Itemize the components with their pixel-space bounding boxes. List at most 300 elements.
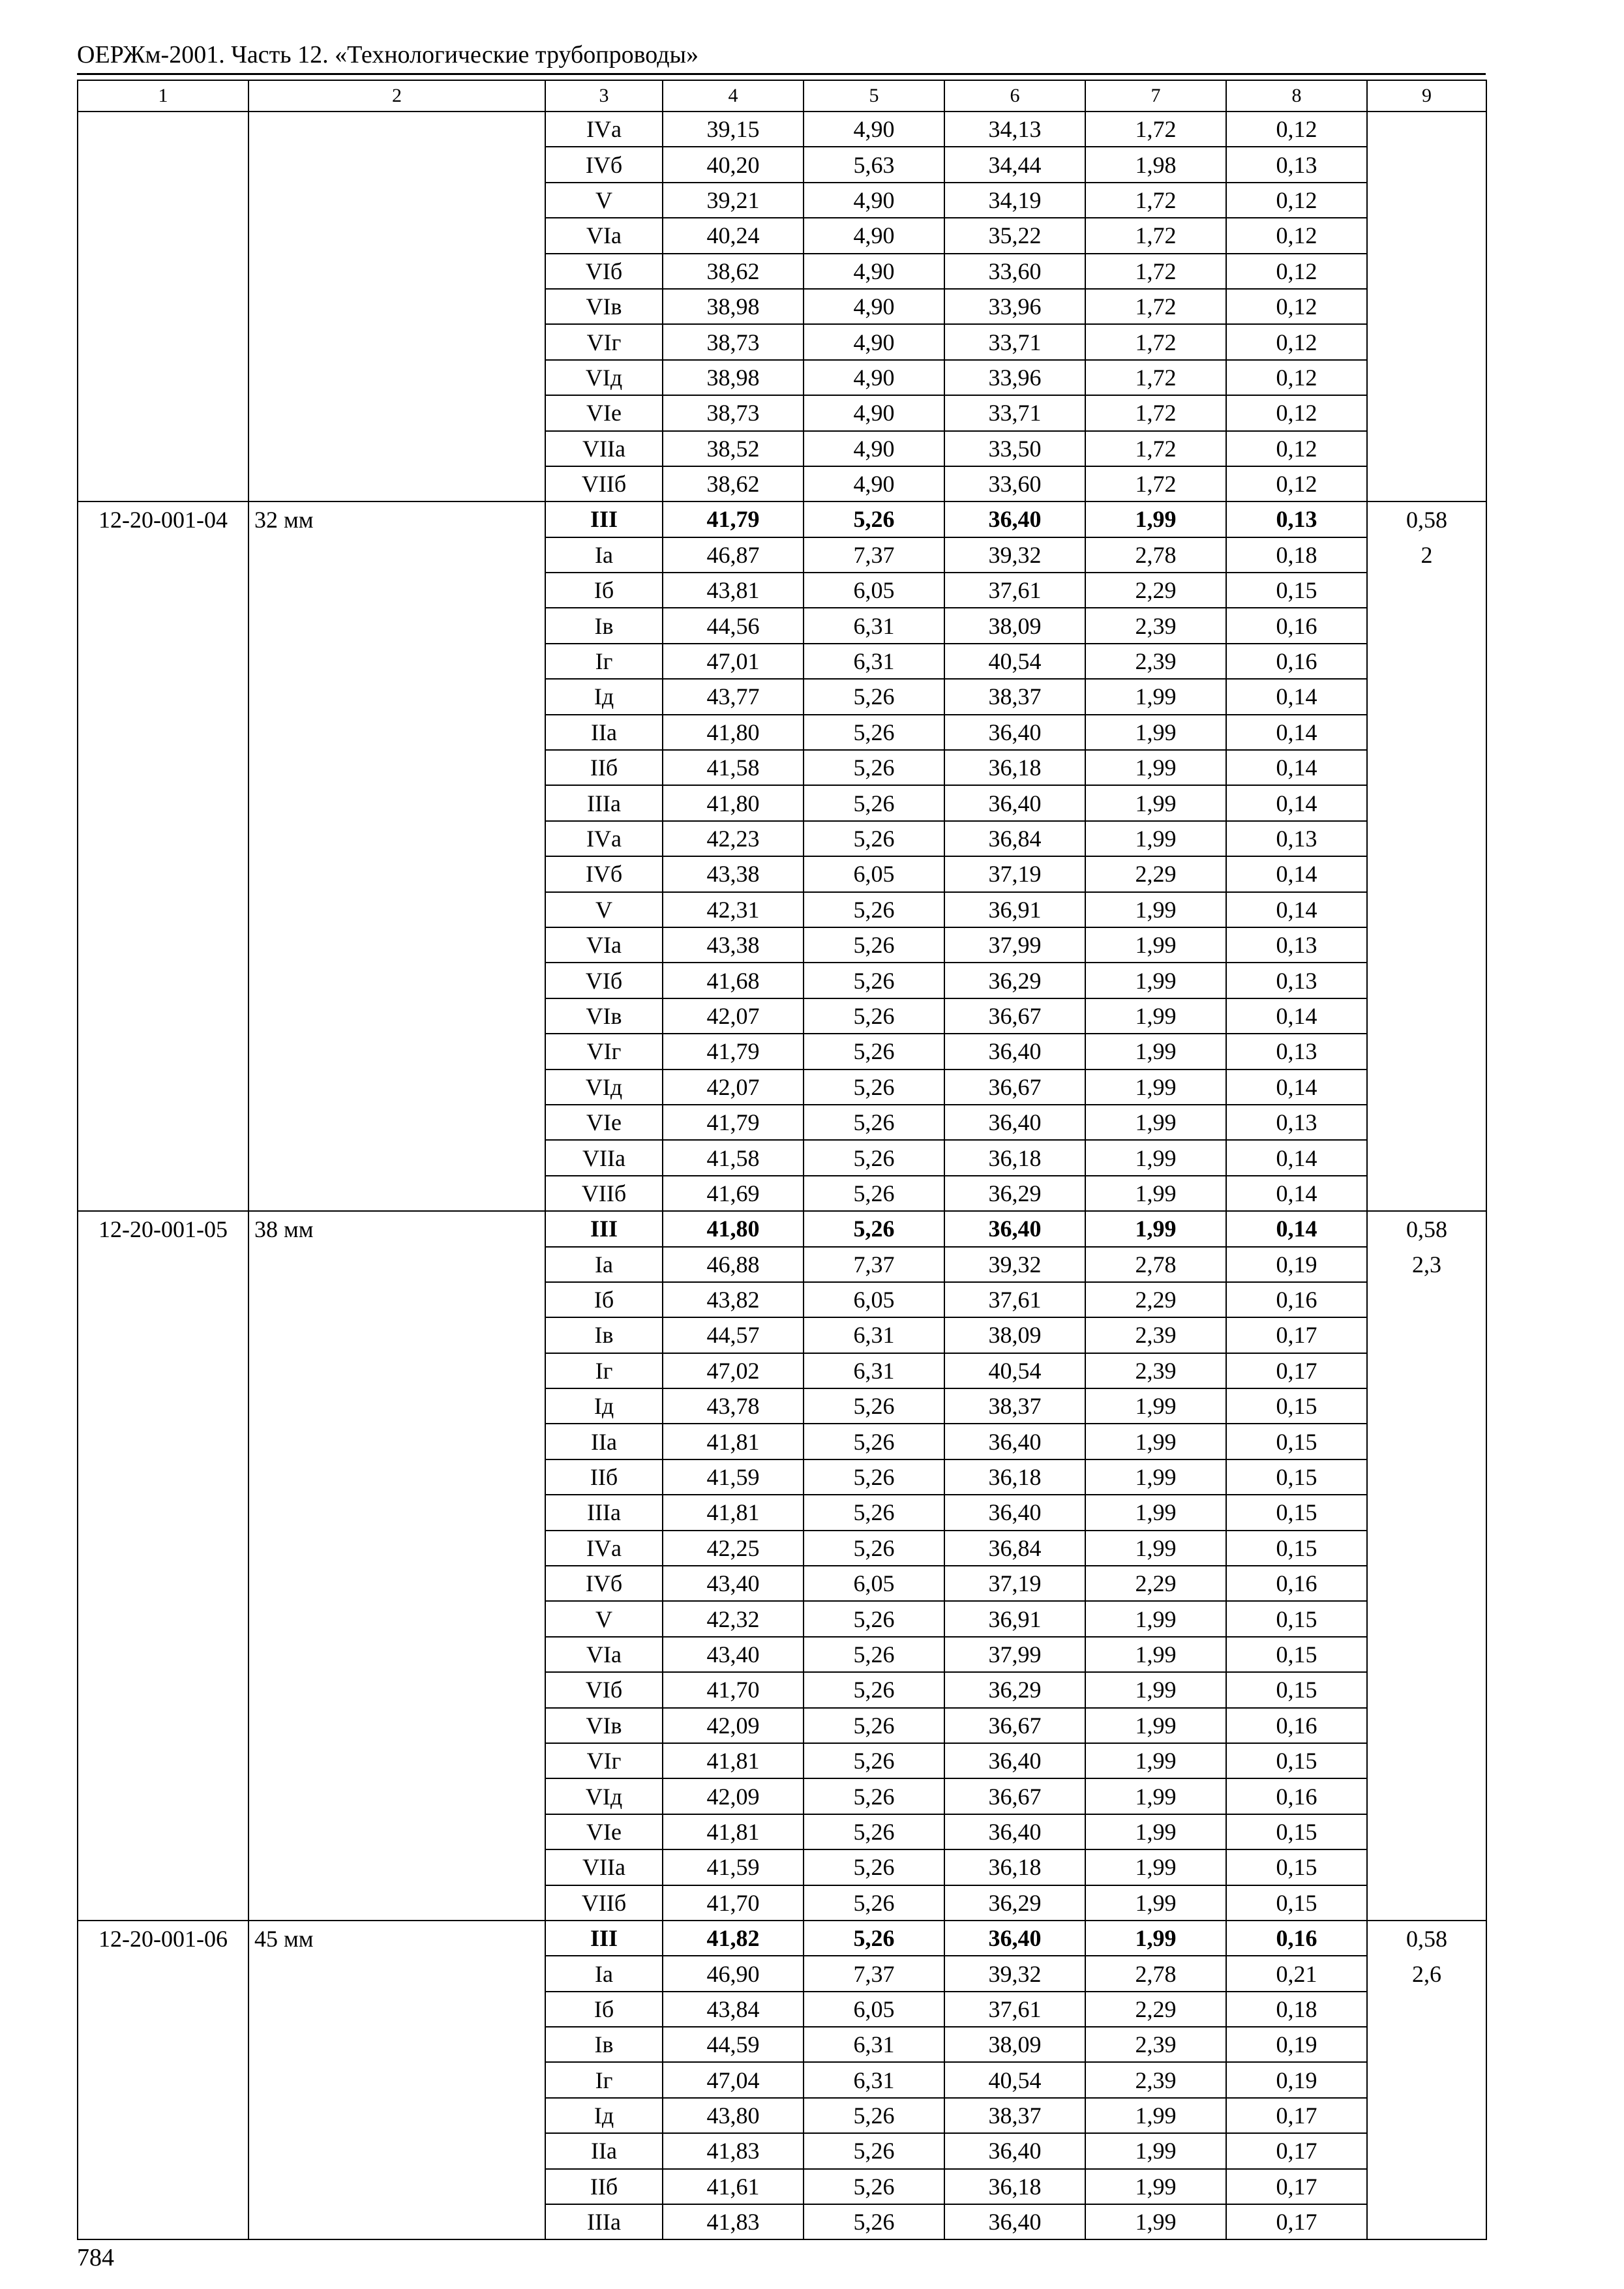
value-col-4: 42,23 (663, 821, 804, 856)
zone-cell: VIа (545, 218, 663, 253)
value-col-8: 0,13 (1226, 1034, 1367, 1069)
table-row (78, 1637, 1486, 1672)
zone-cell: VIд (545, 1070, 663, 1105)
value-col-4: 47,01 (663, 644, 804, 679)
value-col-4: 43,78 (663, 1388, 804, 1424)
code-cell (78, 537, 248, 573)
value-col-5: 5,26 (804, 1601, 944, 1636)
code-cell (78, 1849, 248, 1885)
value-col-4: 42,32 (663, 1601, 804, 1636)
value-col-6: 37,99 (944, 1637, 1085, 1672)
value-col-7: 2,29 (1085, 573, 1226, 608)
diameter-cell (248, 1814, 545, 1849)
value-col-7: 1,99 (1085, 963, 1226, 998)
value-col-6: 34,13 (944, 112, 1085, 147)
value-col-8: 0,15 (1226, 1885, 1367, 1921)
note-cell: 2,6 (1367, 1956, 1486, 1991)
diameter-cell (248, 2098, 545, 2133)
column-number: 8 (1226, 80, 1367, 112)
zone-cell: Iб (545, 573, 663, 608)
zone-cell: Iа (545, 1956, 663, 1991)
table-row (78, 1921, 1486, 1956)
code-cell (78, 1247, 248, 1282)
code-cell (78, 1637, 248, 1672)
value-col-8: 0,15 (1226, 1814, 1367, 1849)
zone-cell: V (545, 892, 663, 927)
code-cell (78, 183, 248, 218)
note-cell (1367, 1814, 1486, 1849)
note-cell (1367, 183, 1486, 218)
value-col-4: 38,98 (663, 289, 804, 324)
diameter-cell (248, 1424, 545, 1459)
table-row (78, 431, 1486, 466)
zone-cell: VIе (545, 395, 663, 430)
diameter-cell (248, 1034, 545, 1069)
value-col-5: 5,26 (804, 1211, 944, 1246)
value-col-8: 0,12 (1226, 289, 1367, 324)
value-col-8: 0,16 (1226, 1778, 1367, 1814)
value-col-4: 41,81 (663, 1814, 804, 1849)
zone-cell: Iа (545, 537, 663, 573)
zone-cell: V (545, 183, 663, 218)
code-cell (78, 1070, 248, 1105)
value-col-7: 1,72 (1085, 254, 1226, 289)
value-col-4: 46,88 (663, 1247, 804, 1282)
value-col-5: 6,05 (804, 1566, 944, 1601)
value-col-6: 36,40 (944, 785, 1085, 820)
value-col-7: 1,72 (1085, 360, 1226, 395)
value-col-5: 4,90 (804, 395, 944, 430)
value-col-7: 1,99 (1085, 2098, 1226, 2133)
table-row (78, 1778, 1486, 1814)
value-col-7: 1,99 (1085, 1176, 1226, 1211)
value-col-5: 5,26 (804, 1849, 944, 1885)
zone-cell: IIб (545, 1459, 663, 1495)
value-col-7: 1,99 (1085, 1070, 1226, 1105)
value-col-7: 1,99 (1085, 927, 1226, 963)
zone-cell: IVа (545, 1531, 663, 1566)
value-col-4: 44,56 (663, 608, 804, 643)
diameter-cell (248, 644, 545, 679)
value-col-4: 41,61 (663, 2169, 804, 2204)
value-col-8: 0,19 (1226, 1247, 1367, 1282)
value-col-7: 1,72 (1085, 183, 1226, 218)
value-col-4: 47,02 (663, 1353, 804, 1388)
column-number: 6 (944, 80, 1085, 112)
diameter-cell (248, 1885, 545, 1921)
diameter-cell (248, 2133, 545, 2168)
value-col-6: 36,40 (944, 2133, 1085, 2168)
value-col-6: 38,09 (944, 1317, 1085, 1353)
zone-cell: IIа (545, 1424, 663, 1459)
diameter-cell (248, 254, 545, 289)
value-col-8: 0,12 (1226, 254, 1367, 289)
value-col-8: 0,16 (1226, 1708, 1367, 1743)
value-col-7: 1,99 (1085, 1885, 1226, 1921)
note-cell (1367, 1070, 1486, 1105)
table-row (78, 1672, 1486, 1707)
value-col-8: 0,14 (1226, 1140, 1367, 1175)
value-col-6: 38,37 (944, 2098, 1085, 2133)
zone-cell: VIг (545, 1743, 663, 1778)
code-cell (78, 821, 248, 856)
zone-cell: Iг (545, 1353, 663, 1388)
value-col-5: 5,26 (804, 785, 944, 820)
note-cell (1367, 1992, 1486, 2027)
zone-cell: Iб (545, 1282, 663, 1317)
code-cell (78, 147, 248, 182)
value-col-5: 5,26 (804, 2098, 944, 2133)
value-col-4: 40,20 (663, 147, 804, 182)
zone-cell: Iв (545, 1317, 663, 1353)
diameter-cell (248, 2204, 545, 2239)
value-col-6: 36,29 (944, 1672, 1085, 1707)
table-row (78, 892, 1486, 927)
value-col-6: 36,67 (944, 998, 1085, 1034)
value-col-4: 41,81 (663, 1743, 804, 1778)
table-row (78, 2027, 1486, 2062)
zone-cell: Iд (545, 2098, 663, 2133)
table-row (78, 112, 1486, 147)
table-row (78, 2169, 1486, 2204)
table-row (78, 289, 1486, 324)
diameter-cell (248, 1849, 545, 1885)
table-row (78, 501, 1486, 537)
value-col-8: 0,12 (1226, 431, 1367, 466)
value-col-5: 6,31 (804, 644, 944, 679)
column-number-row (78, 80, 1486, 112)
table-row (78, 608, 1486, 643)
value-col-8: 0,17 (1226, 1317, 1367, 1353)
note-cell (1367, 1531, 1486, 1566)
diameter-cell (248, 1459, 545, 1495)
zone-cell: VIд (545, 1778, 663, 1814)
value-col-8: 0,16 (1226, 1566, 1367, 1601)
value-col-4: 43,82 (663, 1282, 804, 1317)
value-col-8: 0,13 (1226, 147, 1367, 182)
value-col-6: 36,84 (944, 821, 1085, 856)
value-col-5: 5,26 (804, 1637, 944, 1672)
table-row (78, 2062, 1486, 2097)
code-cell (78, 1282, 248, 1317)
diameter-cell: 38 мм (248, 1211, 545, 1246)
value-col-8: 0,15 (1226, 1495, 1367, 1530)
code-cell (78, 679, 248, 714)
table-row (78, 750, 1486, 785)
diameter-cell (248, 1140, 545, 1175)
table-row (78, 715, 1486, 750)
value-col-7: 2,78 (1085, 537, 1226, 573)
value-col-6: 35,22 (944, 218, 1085, 253)
value-col-6: 36,29 (944, 963, 1085, 998)
zone-cell: IIа (545, 715, 663, 750)
zone-cell: IIа (545, 2133, 663, 2168)
diameter-cell (248, 395, 545, 430)
diameter-cell (248, 573, 545, 608)
code-cell: 12-20-001-06 (78, 1921, 248, 1956)
zone-cell: VIе (545, 1814, 663, 1849)
diameter-cell (248, 2062, 545, 2097)
value-col-7: 1,99 (1085, 998, 1226, 1034)
value-col-8: 0,14 (1226, 679, 1367, 714)
value-col-8: 0,14 (1226, 892, 1367, 927)
value-col-8: 0,15 (1226, 1424, 1367, 1459)
diameter-cell (248, 1282, 545, 1317)
value-col-5: 5,26 (804, 1743, 944, 1778)
table-row (78, 1708, 1486, 1743)
value-col-5: 4,90 (804, 324, 944, 359)
table-body (78, 80, 1486, 2239)
value-col-5: 4,90 (804, 360, 944, 395)
value-col-8: 0,19 (1226, 2062, 1367, 2097)
value-col-6: 36,40 (944, 501, 1085, 537)
note-cell (1367, 2098, 1486, 2133)
value-col-8: 0,15 (1226, 1672, 1367, 1707)
value-col-4: 47,04 (663, 2062, 804, 2097)
value-col-7: 1,72 (1085, 218, 1226, 253)
value-col-7: 1,99 (1085, 1672, 1226, 1707)
value-col-7: 1,99 (1085, 1495, 1226, 1530)
table-row (78, 360, 1486, 395)
value-col-8: 0,15 (1226, 573, 1367, 608)
value-col-6: 33,96 (944, 360, 1085, 395)
value-col-7: 1,72 (1085, 395, 1226, 430)
value-col-8: 0,15 (1226, 1637, 1367, 1672)
value-col-7: 1,99 (1085, 2204, 1226, 2239)
note-cell (1367, 715, 1486, 750)
value-col-8: 0,12 (1226, 112, 1367, 147)
value-col-7: 1,99 (1085, 679, 1226, 714)
value-col-8: 0,14 (1226, 856, 1367, 891)
value-col-7: 1,99 (1085, 1743, 1226, 1778)
code-cell (78, 750, 248, 785)
diameter-cell (248, 927, 545, 963)
value-col-7: 1,72 (1085, 431, 1226, 466)
value-col-7: 1,99 (1085, 1424, 1226, 1459)
code-cell (78, 1601, 248, 1636)
value-col-6: 34,44 (944, 147, 1085, 182)
diameter-cell (248, 715, 545, 750)
note-cell (1367, 679, 1486, 714)
value-col-8: 0,12 (1226, 218, 1367, 253)
value-col-6: 36,91 (944, 892, 1085, 927)
value-col-7: 2,78 (1085, 1956, 1226, 1991)
code-cell (78, 2027, 248, 2062)
value-col-4: 38,62 (663, 254, 804, 289)
zone-cell: IVб (545, 1566, 663, 1601)
value-col-7: 1,99 (1085, 1637, 1226, 1672)
zone-cell: VIIа (545, 1849, 663, 1885)
zone-cell: III (545, 1921, 663, 1956)
diameter-cell (248, 856, 545, 891)
code-cell (78, 2062, 248, 2097)
value-col-7: 1,99 (1085, 1708, 1226, 1743)
note-cell (1367, 1672, 1486, 1707)
table-row (78, 927, 1486, 963)
value-col-6: 34,19 (944, 183, 1085, 218)
value-col-4: 39,15 (663, 112, 804, 147)
value-col-7: 1,99 (1085, 750, 1226, 785)
value-col-6: 36,18 (944, 1849, 1085, 1885)
value-col-5: 5,26 (804, 750, 944, 785)
code-cell (78, 1743, 248, 1778)
value-col-7: 2,29 (1085, 1992, 1226, 2027)
value-col-6: 36,18 (944, 2169, 1085, 2204)
value-col-6: 37,19 (944, 1566, 1085, 1601)
table-row (78, 218, 1486, 253)
value-col-6: 36,67 (944, 1070, 1085, 1105)
zone-cell: IIб (545, 2169, 663, 2204)
table-row (78, 147, 1486, 182)
code-cell (78, 1140, 248, 1175)
value-col-6: 33,96 (944, 289, 1085, 324)
zone-cell: VIIб (545, 1176, 663, 1211)
code-cell (78, 892, 248, 927)
page-number: 784 (77, 2244, 114, 2271)
value-col-6: 37,19 (944, 856, 1085, 891)
note-cell (1367, 1849, 1486, 1885)
value-col-6: 37,61 (944, 1282, 1085, 1317)
zone-cell: VIIа (545, 1140, 663, 1175)
value-col-8: 0,16 (1226, 1282, 1367, 1317)
diameter-cell (248, 1495, 545, 1530)
value-col-8: 0,16 (1226, 1921, 1367, 1956)
value-col-6: 36,40 (944, 1743, 1085, 1778)
value-col-8: 0,12 (1226, 324, 1367, 359)
value-col-4: 43,77 (663, 679, 804, 714)
table-row (78, 1885, 1486, 1921)
note-cell (1367, 1708, 1486, 1743)
diameter-cell (248, 892, 545, 927)
code-cell (78, 1105, 248, 1140)
value-col-4: 42,31 (663, 892, 804, 927)
code-cell (78, 1566, 248, 1601)
value-col-8: 0,13 (1226, 1105, 1367, 1140)
value-col-5: 4,90 (804, 466, 944, 501)
table-row (78, 679, 1486, 714)
value-col-4: 41,80 (663, 1211, 804, 1246)
value-col-7: 1,99 (1085, 821, 1226, 856)
value-col-4: 38,73 (663, 395, 804, 430)
table-row (78, 1849, 1486, 1885)
value-col-6: 39,32 (944, 537, 1085, 573)
value-col-8: 0,12 (1226, 360, 1367, 395)
value-col-4: 43,84 (663, 1992, 804, 2027)
value-col-4: 41,79 (663, 1105, 804, 1140)
note-cell (1367, 963, 1486, 998)
value-col-7: 1,99 (1085, 2169, 1226, 2204)
code-cell: 12-20-001-05 (78, 1211, 248, 1246)
zone-cell: Iв (545, 608, 663, 643)
value-col-4: 41,83 (663, 2204, 804, 2239)
table-row (78, 1211, 1486, 1246)
code-cell (78, 1034, 248, 1069)
value-col-5: 5,26 (804, 1140, 944, 1175)
diameter-cell (248, 1743, 545, 1778)
value-col-8: 0,12 (1226, 466, 1367, 501)
value-col-8: 0,14 (1226, 1211, 1367, 1246)
note-cell (1367, 1424, 1486, 1459)
diameter-cell (248, 1353, 545, 1388)
value-col-4: 41,82 (663, 1921, 804, 1956)
diameter-cell (248, 2027, 545, 2062)
table-row (78, 1388, 1486, 1424)
value-col-5: 5,26 (804, 1388, 944, 1424)
value-col-4: 42,09 (663, 1708, 804, 1743)
value-col-7: 2,39 (1085, 1317, 1226, 1353)
zone-cell: III (545, 1211, 663, 1246)
value-col-7: 1,99 (1085, 1921, 1226, 1956)
value-col-7: 2,29 (1085, 1566, 1226, 1601)
table-row (78, 1176, 1486, 1211)
diameter-cell (248, 537, 545, 573)
table-row (78, 1105, 1486, 1140)
diameter-cell (248, 324, 545, 359)
value-col-6: 36,40 (944, 1034, 1085, 1069)
note-cell (1367, 856, 1486, 891)
code-cell (78, 218, 248, 253)
table-row (78, 2204, 1486, 2239)
note-cell (1367, 112, 1486, 147)
zone-cell: IVа (545, 821, 663, 856)
value-col-6: 37,61 (944, 1992, 1085, 2027)
table-row (78, 2133, 1486, 2168)
value-col-8: 0,18 (1226, 1992, 1367, 2027)
value-col-8: 0,15 (1226, 1388, 1367, 1424)
note-cell (1367, 2062, 1486, 2097)
zone-cell: VIе (545, 1105, 663, 1140)
note-cell (1367, 1495, 1486, 1530)
diameter-cell (248, 1317, 545, 1353)
value-col-6: 36,40 (944, 1495, 1085, 1530)
diameter-cell (248, 1531, 545, 1566)
zone-cell: Iб (545, 1992, 663, 2027)
value-col-6: 36,29 (944, 1885, 1085, 1921)
value-col-5: 5,26 (804, 1531, 944, 1566)
value-col-5: 5,26 (804, 1424, 944, 1459)
value-col-7: 2,39 (1085, 2027, 1226, 2062)
value-col-6: 40,54 (944, 2062, 1085, 2097)
table-row (78, 1317, 1486, 1353)
column-number: 5 (804, 80, 944, 112)
value-col-6: 33,60 (944, 254, 1085, 289)
value-col-8: 0,17 (1226, 2133, 1367, 2168)
value-col-7: 2,29 (1085, 1282, 1226, 1317)
code-cell (78, 963, 248, 998)
value-col-8: 0,13 (1226, 963, 1367, 998)
note-cell (1367, 360, 1486, 395)
zone-cell: IIIа (545, 2204, 663, 2239)
zone-cell: IIб (545, 750, 663, 785)
zone-cell: IVб (545, 856, 663, 891)
value-col-8: 0,17 (1226, 2204, 1367, 2239)
zone-cell: IVа (545, 112, 663, 147)
code-cell (78, 998, 248, 1034)
value-col-6: 36,67 (944, 1778, 1085, 1814)
zone-cell: VIб (545, 254, 663, 289)
value-col-5: 7,37 (804, 1956, 944, 1991)
code-cell (78, 927, 248, 963)
diameter-cell (248, 431, 545, 466)
code-cell (78, 1459, 248, 1495)
value-col-4: 41,69 (663, 1176, 804, 1211)
diameter-cell (248, 608, 545, 643)
diameter-cell (248, 1070, 545, 1105)
value-col-6: 33,71 (944, 324, 1085, 359)
note-cell (1367, 147, 1486, 182)
note-cell (1367, 254, 1486, 289)
value-col-8: 0,15 (1226, 1849, 1367, 1885)
